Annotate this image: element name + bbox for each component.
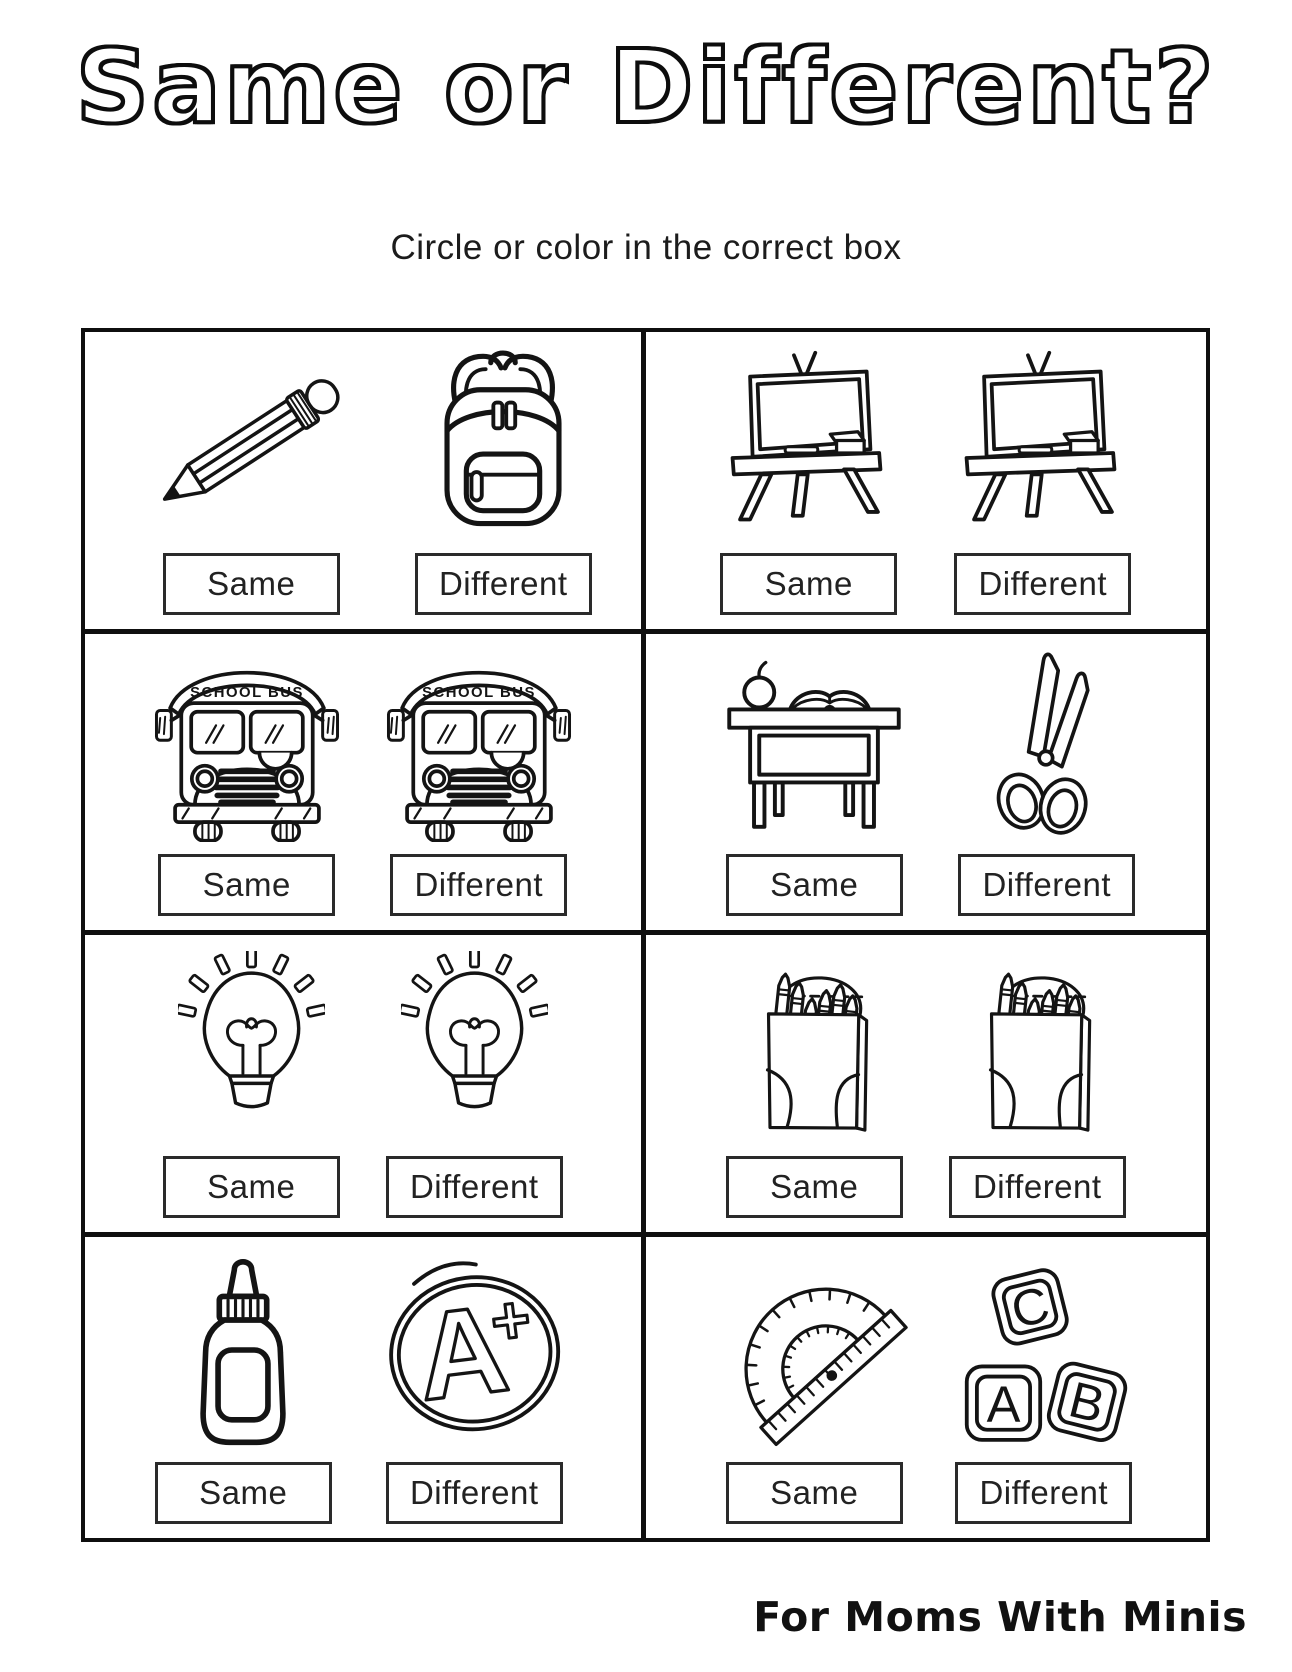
cell-1 [85, 332, 646, 634]
icon-slot [988, 644, 1105, 846]
easel-board-icon [949, 349, 1137, 537]
different-box[interactable] [415, 553, 592, 615]
item-scissors [958, 644, 1135, 917]
item-grade [378, 1247, 571, 1525]
crayon-box-icon [746, 946, 882, 1145]
icon-slot [401, 945, 548, 1147]
light-bulb-icon [178, 951, 325, 1141]
item-easel-left [715, 342, 903, 615]
different-label: Different [978, 564, 1108, 602]
cell-2 [646, 332, 1207, 634]
different-box[interactable] [390, 854, 567, 916]
school-bus-icon [386, 646, 572, 842]
same-label: Same [770, 1474, 859, 1511]
same-box[interactable] [726, 854, 903, 916]
same-box[interactable] [155, 1462, 332, 1524]
icon-slot [949, 342, 1137, 544]
icon-slot [969, 945, 1105, 1147]
different-label: Different [409, 1474, 539, 1511]
same-box[interactable] [163, 1156, 340, 1218]
same-box[interactable] [158, 854, 335, 916]
item-glue [155, 1247, 332, 1525]
worksheet-grid [81, 328, 1210, 1542]
item-bulb-left [163, 945, 340, 1218]
same-label: Same [199, 1474, 288, 1511]
icon-slot [719, 1251, 909, 1453]
item-easel-right [949, 342, 1137, 615]
glue-bottle-icon [178, 1254, 308, 1451]
cell-4 [646, 634, 1207, 936]
scissors-icon [988, 646, 1105, 843]
different-label: Different [409, 1167, 539, 1205]
item-crayons-right [949, 945, 1126, 1218]
icon-slot [378, 1251, 571, 1453]
cell-7 [85, 1237, 646, 1539]
cell-5 [85, 935, 646, 1237]
item-bulb-right [386, 945, 563, 1218]
same-box[interactable] [720, 553, 897, 615]
icon-slot [386, 644, 572, 846]
same-label: Same [207, 1167, 296, 1205]
same-label: Same [764, 564, 853, 602]
same-label: Same [770, 866, 859, 904]
icon-slot [716, 644, 912, 846]
different-box[interactable] [949, 1156, 1126, 1218]
school-desk-icon [716, 656, 912, 832]
item-bus-right [386, 644, 572, 917]
item-abc-blocks [955, 1247, 1132, 1525]
same-label: Same [207, 564, 296, 602]
different-box[interactable] [955, 1462, 1132, 1524]
icon-slot [429, 342, 577, 544]
icon-slot [154, 644, 340, 846]
pencil-icon [134, 357, 369, 529]
different-box[interactable] [958, 854, 1135, 916]
page-instructions: Circle or color in the correct box [390, 228, 902, 267]
backpack-icon [429, 346, 577, 539]
same-box[interactable] [163, 553, 340, 615]
different-label: Different [982, 866, 1112, 904]
same-box[interactable] [726, 1462, 903, 1524]
icon-slot [959, 1251, 1129, 1453]
different-label: Different [979, 1474, 1109, 1511]
item-crayons-left [726, 945, 903, 1218]
item-protractor [719, 1247, 909, 1525]
different-box[interactable] [386, 1462, 563, 1524]
different-box[interactable] [954, 553, 1131, 615]
easel-board-icon [715, 349, 903, 537]
item-pencil [134, 342, 369, 615]
a-plus-grade-icon [378, 1258, 571, 1446]
item-desk [716, 644, 912, 917]
same-label: Same [770, 1167, 859, 1205]
different-label: Different [972, 1167, 1102, 1205]
icon-slot [178, 1251, 308, 1453]
light-bulb-icon [401, 951, 548, 1141]
item-backpack [415, 342, 592, 615]
same-label: Same [202, 866, 291, 904]
page-title: Same or Different? [75, 28, 1217, 147]
cell-8 [646, 1237, 1207, 1539]
icon-slot [134, 342, 369, 544]
protractor-icon [719, 1257, 909, 1447]
same-box[interactable] [726, 1156, 903, 1218]
different-box[interactable] [386, 1156, 563, 1218]
different-label: Different [438, 564, 568, 602]
brand-footer: For Moms With Minis [753, 1593, 1247, 1641]
cell-3 [85, 634, 646, 936]
school-bus-icon [154, 646, 340, 842]
abc-blocks-icon [959, 1255, 1129, 1450]
icon-slot [178, 945, 325, 1147]
different-label: Different [414, 866, 544, 904]
crayon-box-icon [969, 946, 1105, 1145]
cell-6 [646, 935, 1207, 1237]
icon-slot [715, 342, 903, 544]
icon-slot [746, 945, 882, 1147]
item-bus-left [154, 644, 340, 917]
